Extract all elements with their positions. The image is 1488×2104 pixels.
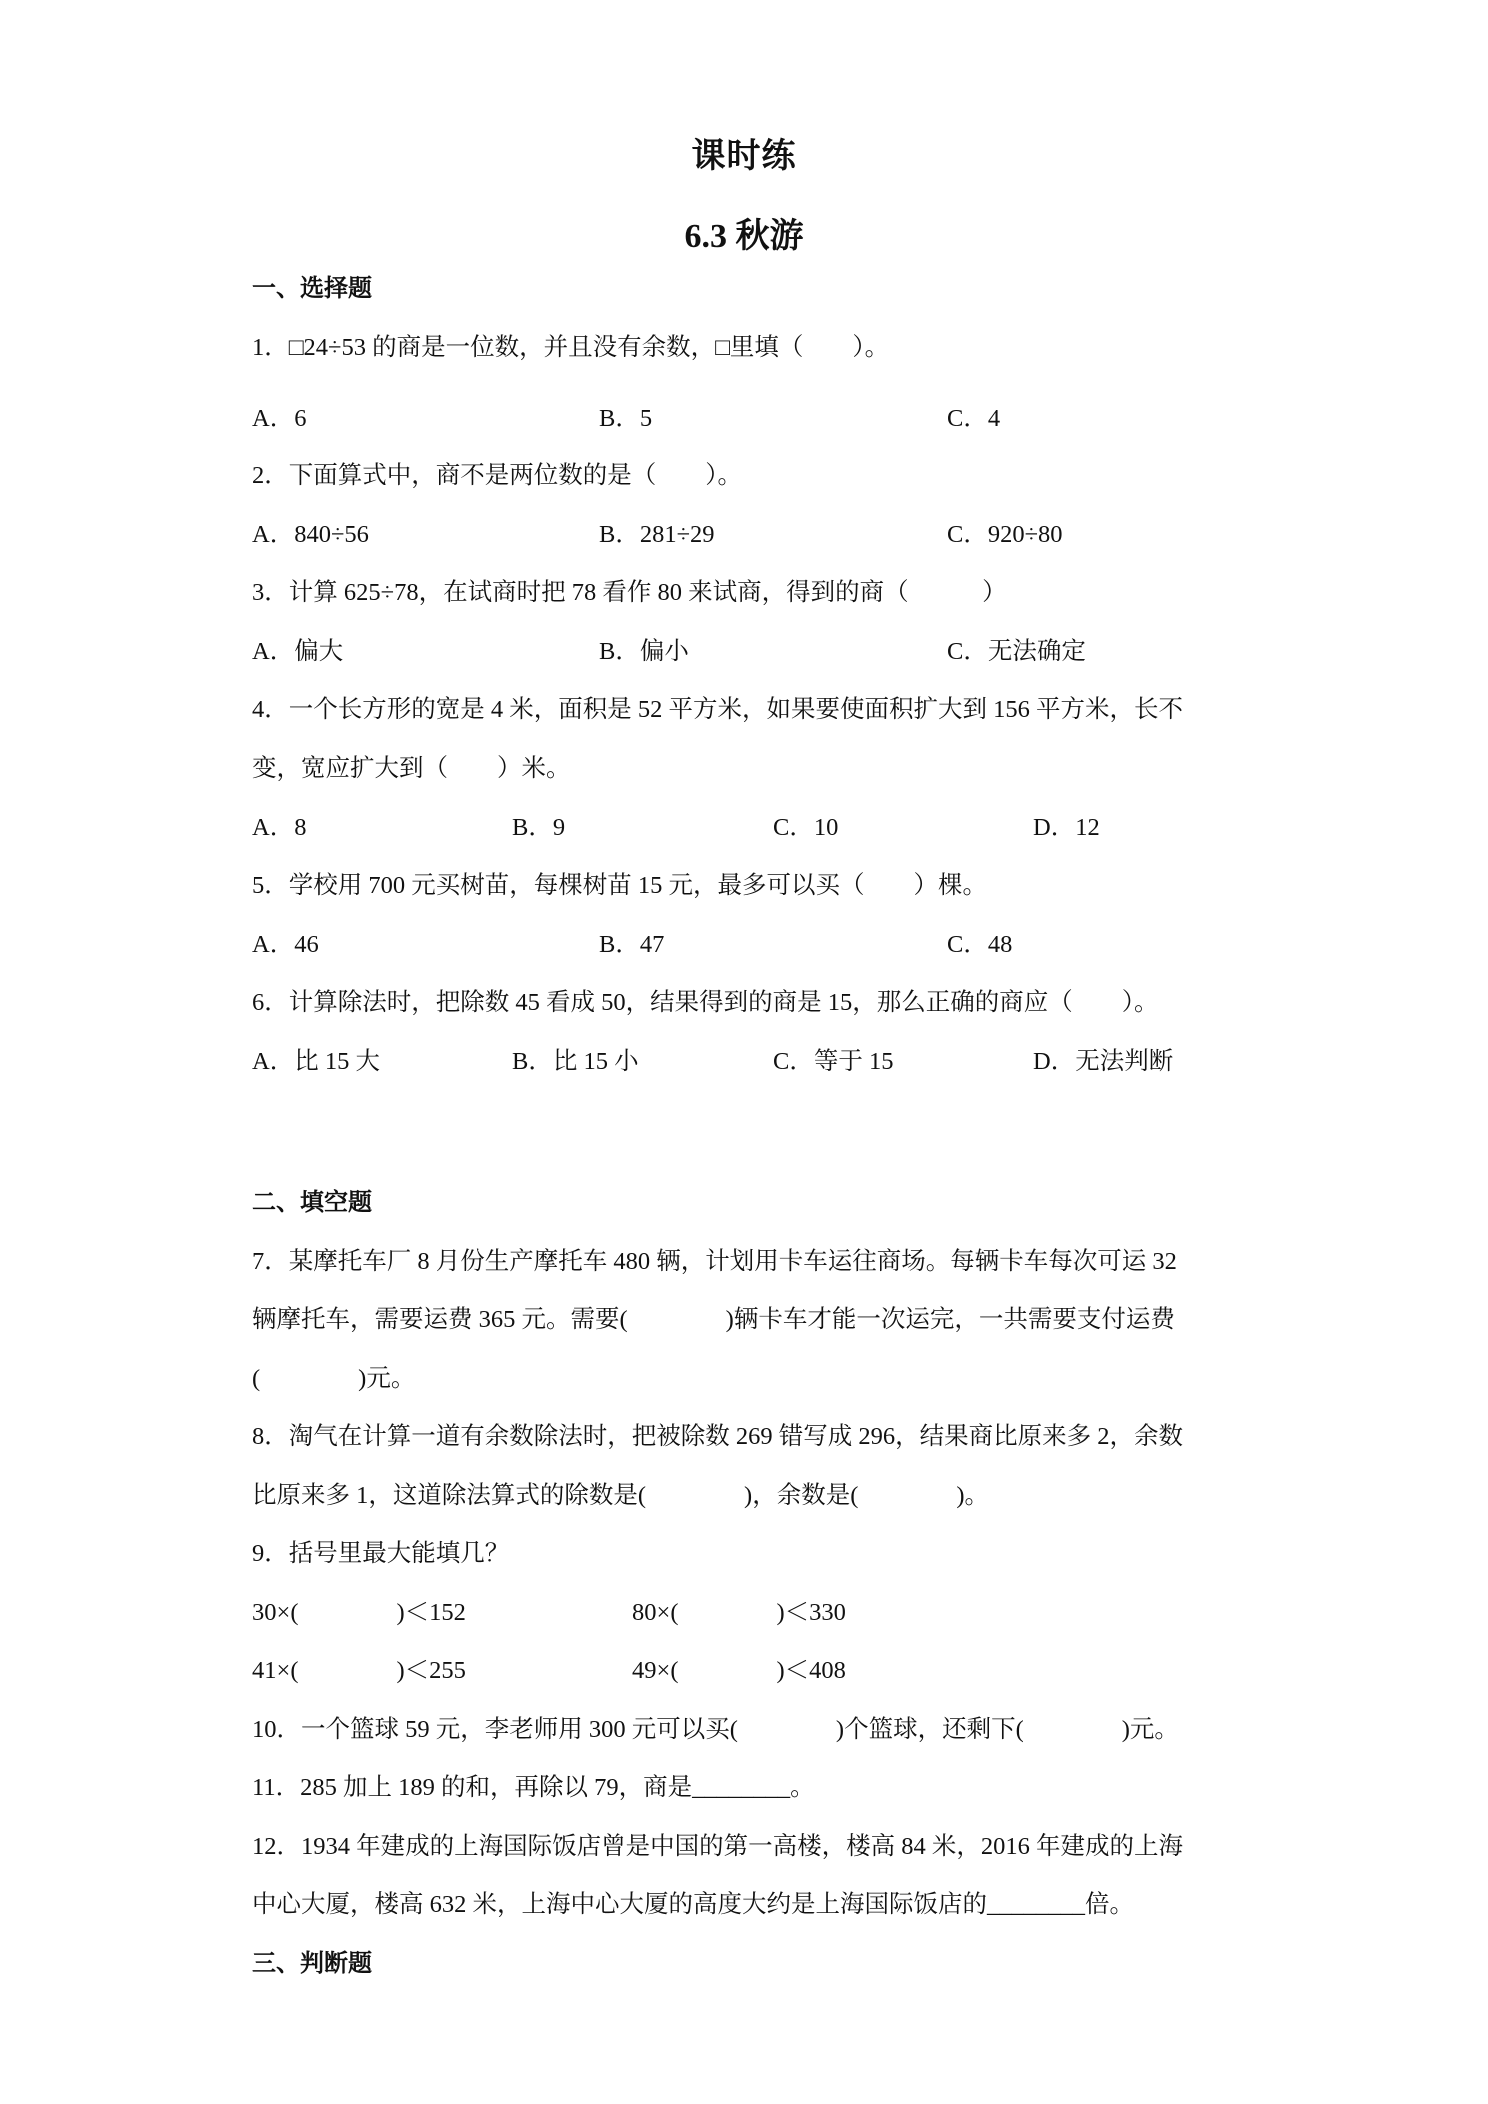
section-heading-fill: 二、填空题 bbox=[252, 1190, 372, 1216]
question-10: 10．一个篮球 59 元，李老师用 300 元可以买( )个篮球，还剩下( )元。 bbox=[252, 1716, 1179, 1743]
question-12-line-1: 12．1934 年建成的上海国际饭店曾是中国的第一高楼，楼高 84 米，2016 年建成的上海 bbox=[252, 1833, 1183, 1860]
section-heading-judge: 三、判断题 bbox=[252, 1951, 372, 1977]
q4-option-d: D．12 bbox=[1033, 814, 1100, 841]
question-12-line-2: 中心大厦，楼高 632 米，上海中心大厦的高度大约是上海国际饭店的________倍。 bbox=[252, 1891, 1134, 1918]
q1-option-b: B．5 bbox=[599, 405, 653, 432]
question-5: 5．学校用 700 元买树苗，每棵树苗 15 元，最多可以买（ ）棵。 bbox=[252, 872, 987, 899]
q5-option-a: A．46 bbox=[252, 931, 319, 958]
q9-item-2: 80×( )＜330 bbox=[632, 1599, 846, 1626]
q3-option-a: A．偏大 bbox=[252, 638, 344, 665]
q5-option-c: C．48 bbox=[947, 931, 1013, 958]
q6-option-a: A．比 15 大 bbox=[252, 1048, 380, 1075]
q4-option-a: A．8 bbox=[252, 814, 307, 841]
q4-option-b: B．9 bbox=[512, 814, 566, 841]
question-7-line-3: ( )元。 bbox=[252, 1365, 416, 1392]
q9-item-4: 49×( )＜408 bbox=[632, 1657, 846, 1684]
question-11: 11．285 加上 189 的和，再除以 79，商是________。 bbox=[252, 1774, 815, 1801]
question-8-line-2: 比原来多 1，这道除法算式的除数是( )，余数是( )。 bbox=[252, 1482, 990, 1509]
question-6: 6．计算除法时，把除数 45 看成 50，结果得到的商是 15，那么正确的商应（ ）。 bbox=[252, 989, 1159, 1016]
q3-option-c: C．无法确定 bbox=[947, 638, 1086, 665]
q3-option-b: B．偏小 bbox=[599, 638, 689, 665]
question-8-line-1: 8．淘气在计算一道有余数除法时，把被除数 269 错写成 296，结果商比原来多 2，余数 bbox=[252, 1423, 1183, 1450]
q2-option-a: A．840÷56 bbox=[252, 521, 369, 548]
q9-item-1: 30×( )＜152 bbox=[252, 1599, 466, 1626]
document-title: 课时练 bbox=[691, 138, 797, 175]
section-heading-choice: 一、选择题 bbox=[252, 276, 372, 302]
question-4-line-2: 变，宽应扩大到（ ）米。 bbox=[252, 755, 571, 782]
question-7-line-2: 辆摩托车，需要运费 365 元。需要( )辆卡车才能一次运完，一共需要支付运费 bbox=[252, 1306, 1175, 1333]
q6-option-c: C．等于 15 bbox=[773, 1048, 894, 1075]
question-1: 1．□24÷53 的商是一位数，并且没有余数，□里填（ ）。 bbox=[252, 334, 890, 361]
question-7-line-1: 7．某摩托车厂 8 月份生产摩托车 480 辆，计划用卡车运往商场。每辆卡车每次可运 32 bbox=[252, 1248, 1177, 1275]
q5-option-b: B．47 bbox=[599, 931, 665, 958]
q6-option-d: D．无法判断 bbox=[1033, 1048, 1174, 1075]
q2-option-b: B．281÷29 bbox=[599, 521, 715, 548]
q4-option-c: C．10 bbox=[773, 814, 839, 841]
question-4-line-1: 4．一个长方形的宽是 4 米，面积是 52 平方米，如果要使面积扩大到 156 平方米，长不 bbox=[252, 696, 1183, 723]
q2-option-c: C．920÷80 bbox=[947, 521, 1063, 548]
q9-item-3: 41×( )＜255 bbox=[252, 1657, 466, 1684]
q1-option-a: A．6 bbox=[252, 405, 307, 432]
question-2: 2．下面算式中，商不是两位数的是（ ）。 bbox=[252, 462, 742, 489]
q6-option-b: B．比 15 小 bbox=[512, 1048, 639, 1075]
q1-option-c: C．4 bbox=[947, 405, 1001, 432]
document-subtitle: 6.3 秋游 bbox=[684, 218, 804, 255]
question-3: 3．计算 625÷78，在试商时把 78 看作 80 来试商，得到的商（ ） bbox=[252, 579, 1007, 606]
question-9: 9．括号里最大能填几？ bbox=[252, 1540, 510, 1567]
